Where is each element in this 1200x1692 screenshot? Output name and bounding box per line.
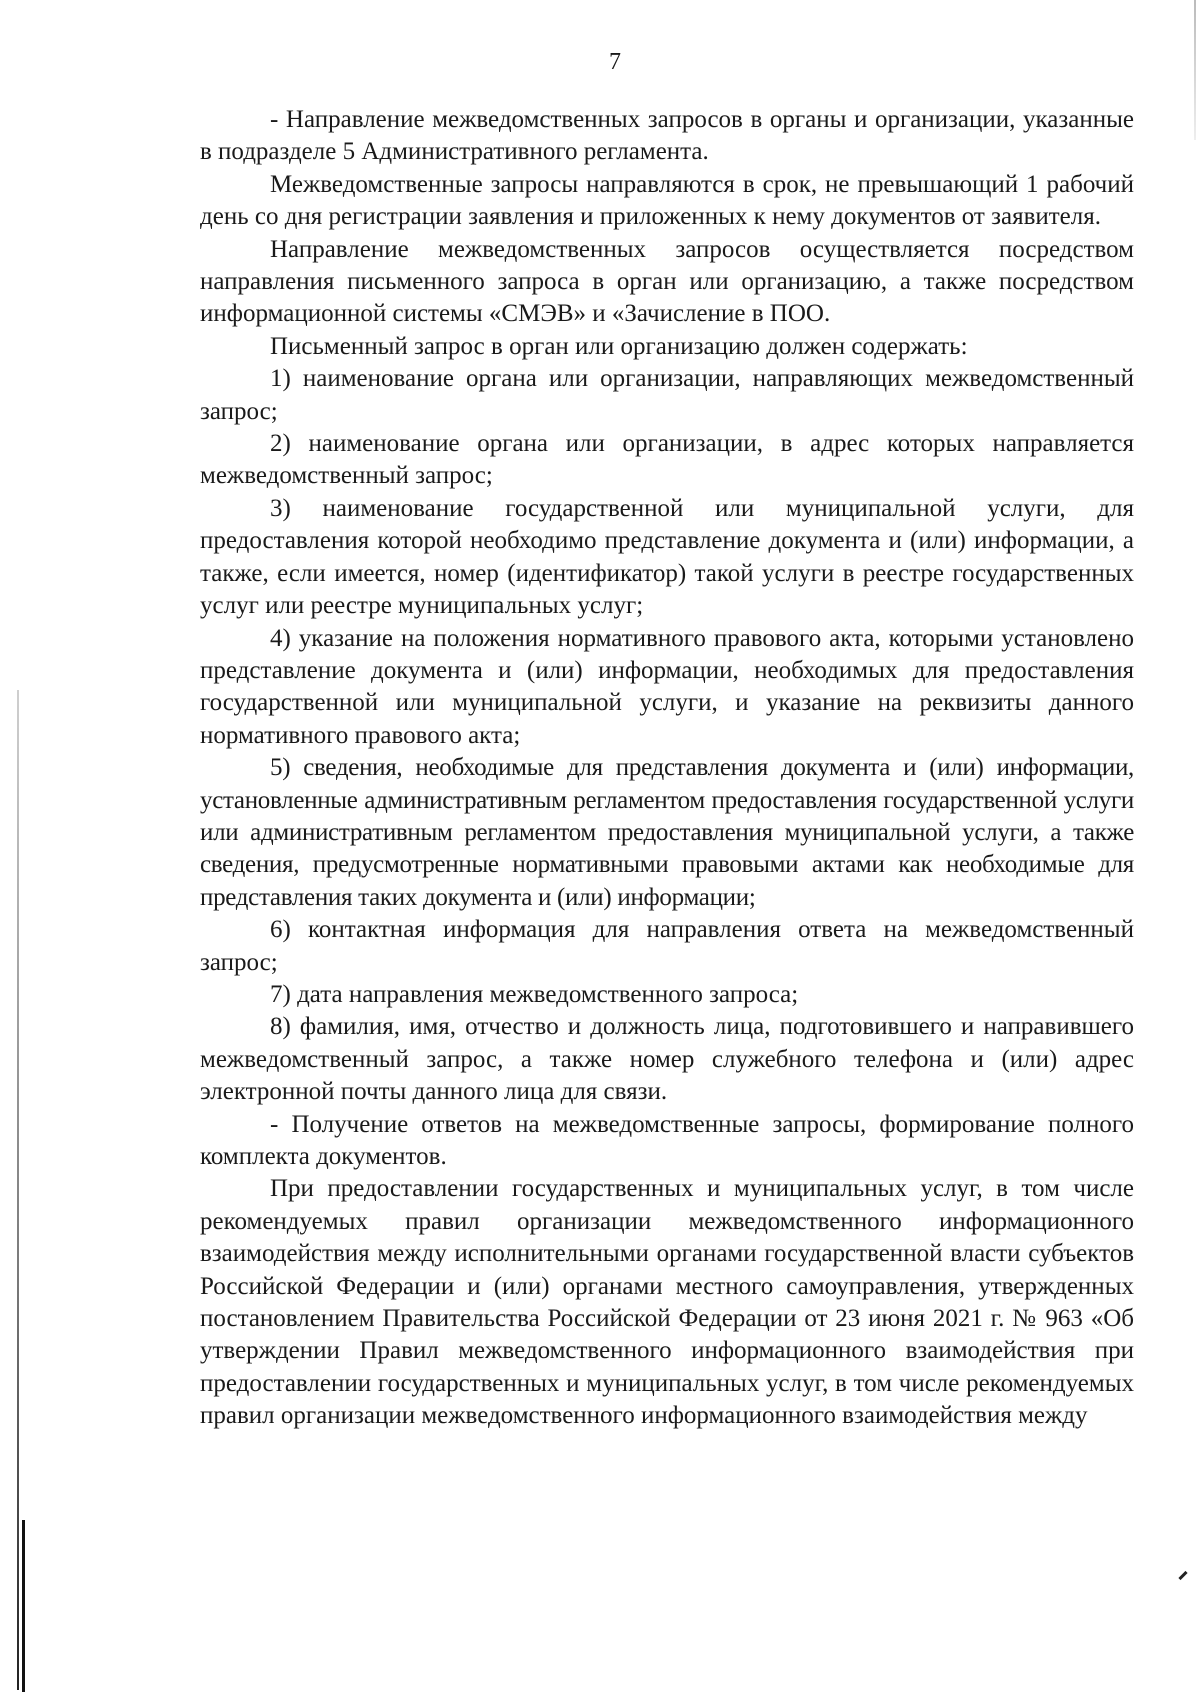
document-body: [200, 104, 1134, 1433]
paragraph-request-deadline: Межведомственные запросы направляются в срок, не превышающий 1 рабочий день со дня регистрации заявления и приложенных к нему документов от заявителя.: [200, 170, 1134, 231]
list-item-7: 7) дата направления межведомственного запроса;: [270, 980, 799, 1008]
list-item-1: 1) наименование органа или организации, направляющих межведомственный запрос;: [200, 365, 1134, 425]
scan-edge-shadow: [22, 1520, 25, 1692]
list-item-6: 6) контактная информация для направления ответа на межведомственный запрос;: [200, 916, 1134, 976]
list-item-5: 5) сведения, необходимые для представления документа и (или) информации, установленные административным регламентом предоставления государственной услуги или административным регламентом предоставления муниципальной услуги, а также сведения, предусмотренные нормативными правовыми актами как необходимые для представления таких документа и (или) информации;: [200, 754, 1134, 911]
list-item-8: 8) фамилия, имя, отчество и должность лица, подготовившего и направившего межведомственный запрос, а также номер служебного телефона и (или) адрес электронной почты данного лица для связи.: [200, 1013, 1134, 1106]
paragraph-request-contents: Письменный запрос в орган или организацию должен содержать:: [270, 332, 968, 360]
scan-edge-shadow: [17, 690, 19, 1690]
paragraph-request-sending: - Направление межведомственных запросов в органы и организации, указанные в подразделе 5 Административного регламента.: [200, 106, 1134, 166]
scan-artifact: [1178, 1571, 1187, 1580]
paragraph-interaction-rules: При предоставлении государственных и муниципальных услуг, в том числе рекомендуемых правил организации межведомственного информационного взаимодействия между исполнительными органами государственной власти субъектов Российской Федерации и (или) органами местного самоуправления, утвержденных постановлением Правительства Российской Федерации от 23 июня 2021 г. № 963 «Об утверждении Правил межведомственного информационного взаимодействия при предоставлении государственных и муниципальных услуг, в том числе рекомендуемых правил организации межведомственного информационного взаимодействия между: [200, 1175, 1134, 1430]
list-item-4: 4) указание на положения нормативного правового акта, которыми установлено представление документа и (или) информации, необходимых для предоставления государственной или муниципальной услуги, и указание на реквизиты данного нормативного правового акта;: [200, 624, 1134, 749]
paragraph-responses: - Получение ответов на межведомственные запросы, формирование полного комплекта документов.: [200, 1110, 1134, 1170]
list-item-3: 3) наименование государственной или муниципальной услуги, для предоставления которой необходимо представление документа и (или) информации, а также, если имеется, номер (идентификатор) такой услуги в реестре государственных услуг или реестре муниципальных услуг;: [200, 494, 1134, 620]
list-item-2: 2) наименование органа или организации, в адрес которых направляется межведомственный запрос;: [200, 430, 1134, 490]
paragraph-request-method: Направление межведомственных запросов осуществляется посредством направления письменного запроса в орган или организацию, а также посредством информационной системы «СМЭВ» и «Зачисление в ПОО.: [200, 235, 1134, 328]
page-number: 7: [609, 49, 621, 75]
